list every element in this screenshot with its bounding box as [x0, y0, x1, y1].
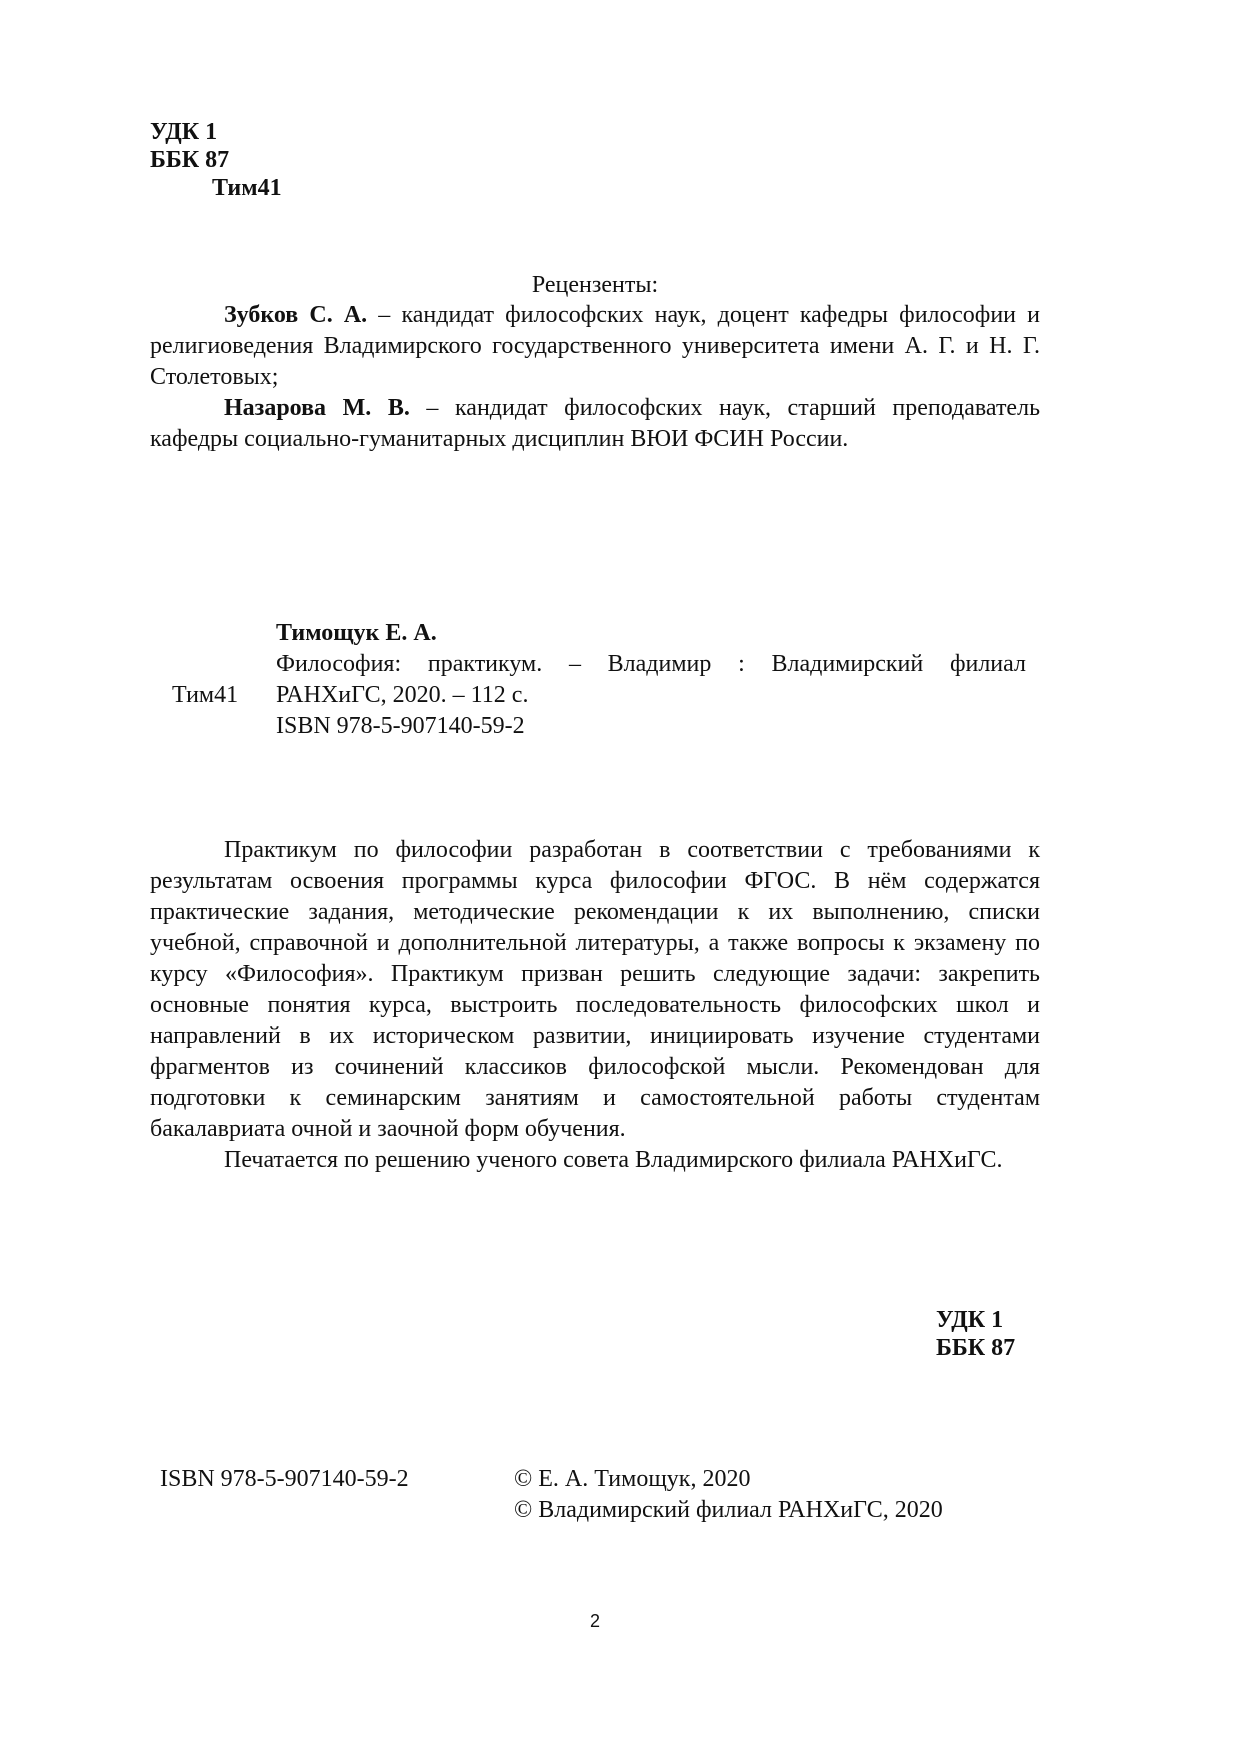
footer-isbn: ISBN 978-5-907140-59-2	[160, 1466, 409, 1492]
bbk-code: ББК 87	[150, 147, 230, 173]
annotation	[150, 835, 1040, 1176]
classification-codes-bottom	[936, 1306, 1015, 1362]
copyright-publisher: © Владимирский филиал РАНХиГС, 2020	[514, 1497, 943, 1523]
reviewer-name: Назарова М. В.	[224, 395, 410, 421]
author-mark: Тим41	[212, 175, 282, 201]
annotation-paragraph: Практикум по философии разработан в соответствии с требованиями к результатам освоения программы курса философии ФГОС. В нём содержатся практические задания, методические рекомендации к их выполнению, списки учебной, справочной и дополнительной литературы, а также вопросы к экзамену по курсу «Философия». Практикум призван решить следующие задачи: закрепить основные понятия курса, выстроить последовательность философских школ и направлений в их историческом развитии, инициировать изучение студентами фрагментов из сочинений классиков философской мысли. Рекомендован для подготовки к семинарским занятиям и самостоятельной работы студентам бакалавриата очной и заочной форм обучения.	[150, 837, 1040, 1142]
reviewer-description: – кандидат философских наук, доцент кафедры философии и религиоведения Владимирского государственного университета имени А. Г. и Н. Г. Столетовых;	[150, 302, 1041, 390]
citation-publisher-line: РАНХиГС, 2020. – 112 с.	[276, 682, 529, 708]
citation-author: Тимощук Е. А.	[276, 620, 437, 646]
bbk-code: ББК 87	[936, 1335, 1016, 1361]
citation-author-mark: Тим41	[172, 682, 239, 708]
copyright-block	[514, 1464, 943, 1526]
udk-code: УДК 1	[936, 1307, 1004, 1333]
reviewers-list	[150, 300, 1040, 455]
udk-code: УДК 1	[150, 119, 218, 145]
reviewer-entry	[150, 393, 1040, 455]
reviewer-entry	[150, 300, 1040, 393]
reviewer-name: Зубков С. А.	[224, 302, 368, 328]
page-number: 2	[589, 1611, 600, 1631]
classification-codes-top	[150, 118, 282, 202]
citation-title-line: Философия: практикум. – Владимир : Владимирский филиал	[276, 651, 1026, 677]
citation-isbn: ISBN 978-5-907140-59-2	[276, 713, 525, 739]
annotation-paragraph: Печатается по решению ученого совета Владимирского филиала РАНХиГС.	[224, 1147, 1003, 1173]
reviewers-title: Рецензенты:	[531, 272, 659, 298]
bibliographic-citation	[276, 618, 1026, 742]
copyright-author: © Е. А. Тимощук, 2020	[514, 1466, 751, 1492]
reviewer-description: – кандидат философских наук, старший преподаватель кафедры социально-гуманитарных дисциплин ВЮИ ФСИН России.	[150, 395, 1041, 452]
